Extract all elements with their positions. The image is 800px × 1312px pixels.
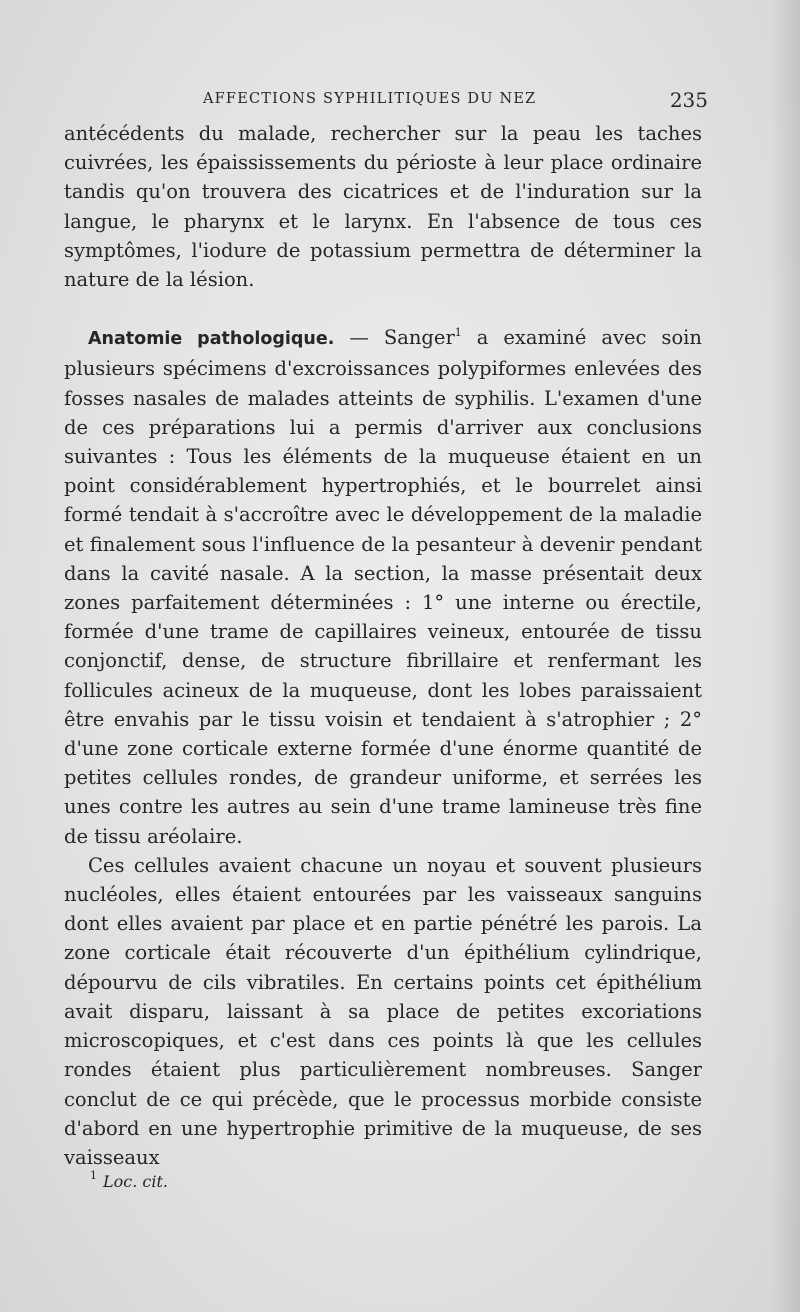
page-header: [68, 88, 708, 118]
paragraph-2-lead: — Sanger: [334, 326, 455, 350]
running-title: AFFECTIONS SYPHILITIQUES DU NEZ: [203, 91, 537, 107]
footnote-mark: 1: [90, 1169, 97, 1182]
paragraph-2-text: a examiné avec soin plusieurs spécimens d'excroissances polypiformes enlevées des fosses nasales de malades atteints de syphilis. L'examen d'une de ces préparations lui a permis d'arriver aux conclusions suivantes : Tous les éléments de la muqueuse étaient en un point considérablement hypertrophiés, et le bourrelet ainsi formé tendait à s'accroître avec le développement de la maladie et finalement sous l'influence de la pesanteur à devenir pendant dans la cavité nasale. A la section, la masse présentait deux zones parfaitement déterminées : 1° une interne ou érectile, formée d'une trame de capillaires veineux, entourée de tissu conjonctif, dense, de structure fibrillaire et renfermant les follicules acineux de la muqueuse, dont les lobes paraissaient être envahis par le tissu voisin et tendaient à s'atrophier ; 2° d'une zone corticale externe formée d'une énorme quantité de petites cellules rondes, de grandeur uniforme, et serrées les unes contre les autres au sein d'une trame lamineuse très fine de tissu aréolaire.: [64, 326, 702, 848]
page-edge-shadow: [770, 0, 800, 1312]
footnote-text: Loc. cit.: [103, 1172, 168, 1191]
page-number: 235: [669, 88, 708, 112]
section-heading: Anatomie pathologique.: [88, 329, 335, 350]
body-text: [64, 119, 702, 1172]
paragraph-1: antécédents du malade, rechercher sur la peau les taches cuivrées, les épaississements du périoste à leur place ordinaire tandis qu'on trouvera des cicatrices et de l'induration sur la langue, le pharynx et le larynx. En l'absence de tous ces symptômes, l'iodure de potassium permettra de déterminer la nature de la lésion.: [64, 122, 702, 292]
footnote-reference: 1: [454, 326, 462, 340]
paragraph-2: [64, 323, 702, 851]
footnote: [90, 1169, 168, 1191]
paragraph-3: Ces cellules avaient chacune un noyau et souvent plusieurs nucléoles, elles étaient entourées par les vaisseaux sanguins dont elles avaient par place et en partie pénétré les parois. La zone corticale était récouverte d'un épithélium cylindrique, dépourvu de cils vibratiles. En certains points cet épithélium avait disparu, laissant à sa place de petites excoriations microscopiques, et c'est dans ces points là que les cellules rondes étaient plus particulièrement nombreuses. Sanger conclut de ce qui précède, que le processus morbide consiste d'abord en une hypertrophie primitive de la muqueuse, de ses vaisseaux: [64, 853, 702, 1169]
